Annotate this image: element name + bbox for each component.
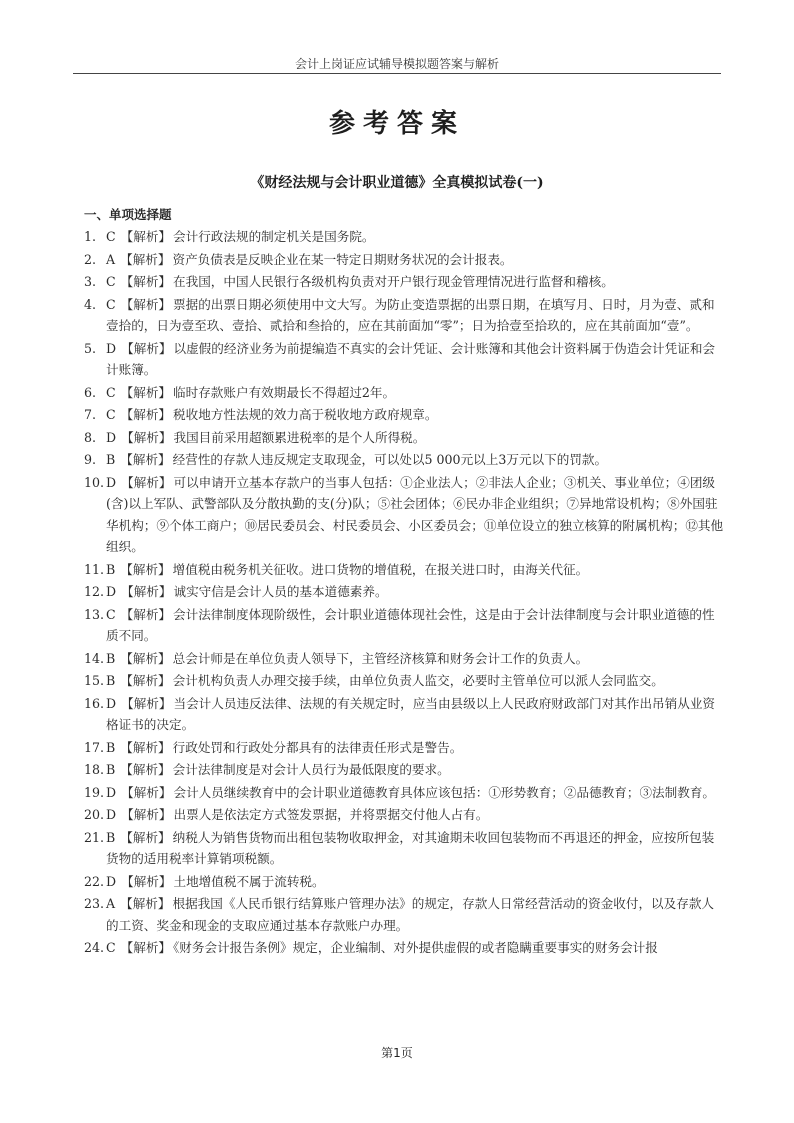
- analysis-tag: 【解析】: [121, 584, 172, 599]
- answer-choice: B: [106, 561, 116, 577]
- answer-choice: D: [106, 340, 117, 356]
- analysis-tag: 【解析】: [121, 695, 172, 711]
- analysis-tag: 【解析】: [120, 829, 171, 845]
- answer-choice: D: [106, 584, 117, 599]
- answer-item: [84, 294, 724, 337]
- answer-number: 12.: [84, 584, 105, 599]
- analysis-tag: 【解析】: [120, 896, 171, 911]
- analysis-tag: 【解析】: [121, 784, 172, 800]
- analysis-text: 在我国，中国人民银行各级机构负责对开户银行现金管理情况进行监督和稽核。: [173, 274, 614, 289]
- analysis-tag: 【解析】: [120, 940, 172, 955]
- analysis-tag: 【解析】: [120, 561, 171, 577]
- analysis-text: 当会计人员违反法律、法规的有关规定时，应当由县级以上人民政府财政部门对其作出吊销从业资格证书的决定。: [106, 695, 716, 732]
- analysis-text: 《财务会计报告条例》规定，企业编制、对外提供虚假的或者隐瞒重要事实的财务会计报: [173, 940, 658, 955]
- answer-item: [84, 693, 724, 736]
- analysis-tag: 【解析】: [121, 873, 172, 889]
- analysis-text: 诚实守信是会计人员的基本道德素养。: [173, 584, 388, 599]
- analysis-text: 根据我国《人民币银行结算账户管理办法》的规定，存款人日常经营活动的资金收付，以及存款人的工资、奖金和现金的支取应通过基本存款账户办理。: [106, 896, 715, 933]
- analysis-text: 总会计师是在单位负责人领导下，主管经济核算和财务会计工作的负责人。: [172, 650, 589, 666]
- answer-item: [84, 827, 724, 870]
- answer-choice: B: [106, 829, 116, 845]
- answer-number: 10.: [84, 474, 105, 490]
- answer-number: 1.: [84, 229, 97, 244]
- answer-choice: D: [106, 695, 117, 711]
- answer-number: 11.: [84, 561, 105, 577]
- analysis-tag: 【解析】: [120, 739, 171, 755]
- analysis-text: 出票人是依法定方式签发票据，并将票据交付他人占有。: [173, 807, 489, 822]
- analysis-text: 会计人员继续教育中的会计职业道德教育具体应该包括：①形势教育；②品德教育；③法制教育。: [173, 784, 716, 800]
- answer-item: [84, 759, 724, 781]
- page-number: 第1页: [381, 1046, 413, 1060]
- answer-item: [84, 226, 724, 248]
- page-title: 参考答案: [328, 109, 465, 139]
- answer-number: 9.: [84, 452, 97, 467]
- answer-number: 5.: [84, 340, 97, 356]
- answer-item: [84, 670, 724, 692]
- answer-choice: B: [106, 739, 116, 755]
- answer-item: [84, 737, 724, 759]
- answer-number: 8.: [84, 429, 97, 445]
- analysis-text: 临时存款账户有效期最长不得超过2年。: [173, 384, 396, 400]
- answer-number: 4.: [84, 296, 97, 312]
- answer-number: 17.: [84, 739, 105, 755]
- answer-number: 6.: [84, 384, 97, 400]
- answer-number: 20.: [84, 807, 105, 822]
- answer-item: [84, 271, 724, 293]
- running-header: 会计上岗证应试辅导模拟题答案与解析: [294, 57, 499, 71]
- answer-item: [84, 449, 724, 471]
- answer-number: 15.: [84, 673, 105, 688]
- answer-choice: B: [106, 452, 116, 467]
- answer-number: 23.: [84, 896, 105, 911]
- answer-number: 22.: [84, 873, 105, 889]
- analysis-tag: 【解析】: [120, 650, 171, 666]
- answer-item: [84, 472, 724, 558]
- answer-choice: C: [106, 296, 116, 312]
- analysis-tag: 【解析】: [120, 384, 172, 400]
- analysis-text: 资产负债表是反映企业在某一特定日期财务状况的会计报表。: [172, 251, 513, 267]
- analysis-text: 经营性的存款人违反规定支取现金，可以处以5 000元以上3万元以下的罚款。: [172, 452, 608, 467]
- exam-title: 《财经法规与会计职业道德》全真模拟试卷(一): [250, 175, 544, 191]
- analysis-text: 会计法律制度体现阶级性，会计职业道德体现社会性，这是由于会计法律制度与会计职业道德的性质不同。: [106, 606, 715, 643]
- answer-choice: D: [106, 429, 117, 445]
- answer-choice: C: [106, 940, 116, 955]
- analysis-text: 可以申请开立基本存款户的当事人包括：①企业法人；②非法人企业；③机关、事业单位；④团级(含)以上军队、武警部队及分散执勤的支(分)队；⑤社会团体；⑥民办非企业组织；⑦异地常设机构；⑧外国驻华机构；⑨个体工商户；⑩居民委员会、村民委员会、小区委员会；⑪单位设立的独立核算的附属机构；⑫其他组织。: [106, 474, 724, 554]
- answer-choice: D: [106, 784, 117, 800]
- analysis-tag: 【解析】: [120, 229, 172, 244]
- answer-number: 19.: [84, 784, 105, 800]
- answer-choice: A: [106, 251, 116, 267]
- answer-number: 18.: [84, 762, 105, 777]
- analysis-tag: 【解析】: [120, 296, 172, 312]
- answer-choice: B: [106, 762, 116, 777]
- answer-choice: D: [106, 873, 117, 889]
- analysis-text: 会计行政法规的制定机关是国务院。: [173, 229, 375, 244]
- answer-number: 16.: [84, 695, 105, 711]
- analysis-tag: 【解析】: [120, 673, 171, 688]
- answer-item: [84, 404, 724, 426]
- answer-choice: D: [106, 807, 117, 822]
- analysis-tag: 【解析】: [121, 429, 172, 445]
- answer-number: 3.: [84, 274, 97, 289]
- analysis-tag: 【解析】: [120, 606, 172, 622]
- analysis-text: 票据的出票日期必须使用中文大写。为防止变造票据的出票日期，在填写月、日时，月为壹、贰和壹拾的，日为壹至玖、壹拾、贰拾和叁拾的，应在其前面加“零”；日为拾壹至拾玖的，应在其前面加“壹”。: [106, 296, 715, 333]
- answer-number: 14.: [84, 650, 105, 666]
- answer-choice: C: [106, 229, 116, 244]
- analysis-tag: 【解析】: [120, 251, 171, 267]
- answer-choice: B: [106, 650, 116, 666]
- answer-item: [84, 893, 724, 936]
- answer-choice: C: [106, 384, 116, 400]
- analysis-text: 税收地方性法规的效力高于税收地方政府规章。: [173, 407, 438, 422]
- answer-list: [84, 226, 724, 960]
- analysis-tag: 【解析】: [120, 407, 172, 422]
- analysis-tag: 【解析】: [121, 340, 172, 356]
- analysis-tag: 【解析】: [121, 474, 172, 490]
- answer-item: [84, 338, 724, 381]
- answer-item: [84, 604, 724, 647]
- answer-choice: C: [106, 407, 116, 422]
- analysis-tag: 【解析】: [120, 452, 171, 467]
- analysis-tag: 【解析】: [121, 807, 172, 822]
- answer-item: [84, 804, 724, 826]
- answer-item: [84, 782, 724, 804]
- answer-item: [84, 937, 724, 959]
- analysis-text: 土地增值税不属于流转税。: [173, 873, 325, 889]
- answer-choice: C: [106, 606, 116, 622]
- answer-number: 21.: [84, 829, 105, 845]
- answer-item: [84, 559, 724, 581]
- answer-item: [84, 648, 724, 670]
- answer-item: [84, 382, 724, 404]
- answer-choice: B: [106, 673, 116, 688]
- analysis-text: 行政处罚和行政处分都具有的法律责任形式是警告。: [172, 739, 463, 755]
- analysis-text: 我国目前采用超额累进税率的是个人所得税。: [173, 429, 426, 445]
- answer-choice: C: [106, 274, 116, 289]
- analysis-text: 会计法律制度是对会计人员行为最低限度的要求。: [172, 762, 450, 777]
- answer-number: 24.: [84, 940, 105, 955]
- answer-choice: A: [106, 896, 116, 911]
- analysis-text: 以虚假的经济业务为前提编造不真实的会计凭证、会计账簿和其他会计资料属于伪造会计凭证和会计账簿。: [106, 340, 716, 377]
- answer-item: [84, 427, 724, 449]
- analysis-text: 增值税由税务机关征收。进口货物的增值税，在报关进口时，由海关代征。: [172, 561, 589, 577]
- analysis-text: 会计机构负责人办理交接手续，由单位负责人监交，必要时主管单位可以派人会同监交。: [172, 673, 664, 688]
- answer-item: [84, 249, 724, 271]
- analysis-text: 纳税人为销售货物而出租包装物收取押金，对其逾期未收回包装物而不再退还的押金，应按所包装货物的适用税率计算销项税额。: [106, 829, 715, 866]
- answer-choice: D: [106, 474, 117, 490]
- answer-number: 13.: [84, 606, 105, 622]
- section-heading: 一、单项选择题: [84, 207, 172, 222]
- analysis-tag: 【解析】: [120, 762, 171, 777]
- answer-number: 2.: [84, 251, 97, 267]
- answer-number: 7.: [84, 407, 97, 422]
- answer-item: [84, 871, 724, 893]
- analysis-tag: 【解析】: [120, 274, 172, 289]
- answer-item: [84, 581, 724, 603]
